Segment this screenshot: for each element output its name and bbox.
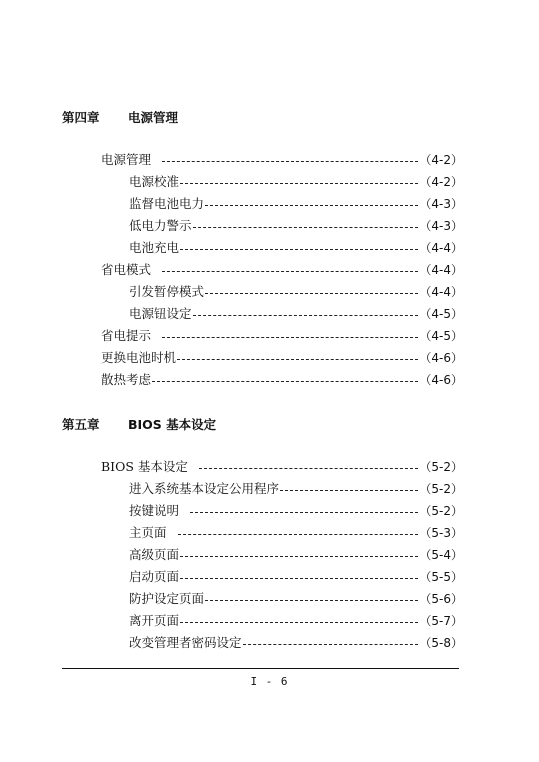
toc-entry-page: （5-4） — [419, 548, 463, 562]
toc-entry-power-saving-tips[interactable] — [101, 325, 463, 347]
dot-leader — [178, 534, 419, 535]
toc-entry-label: 启动页面 — [129, 569, 180, 584]
toc-entry-label: 更换电池时机 — [101, 350, 177, 365]
footer-page-number: I - 6 — [250, 675, 289, 688]
dot-leader — [180, 578, 418, 579]
toc-entry-battery-replacement[interactable] — [101, 347, 463, 369]
toc-entry-boot-page[interactable] — [129, 566, 463, 588]
dot-leader — [180, 622, 418, 623]
toc-entry-main-page[interactable] — [129, 522, 463, 544]
toc-entry-label: 引发暂停模式 — [129, 284, 205, 299]
toc-entry-power-calibration[interactable] — [129, 171, 463, 193]
toc-entry-page: （4-6） — [419, 373, 463, 387]
toc-entry-page: （5-5） — [419, 570, 463, 584]
toc-entry-heat-dissipation[interactable] — [101, 369, 463, 391]
toc-entry-page: （4-3） — [419, 219, 463, 233]
dot-leader — [190, 512, 418, 513]
toc-entry-label: 进入系统基本设定公用程序 — [129, 481, 280, 496]
toc-entry-monitor-battery[interactable] — [129, 193, 463, 215]
toc-entry-label: BIOS 基本设定 — [101, 459, 188, 474]
dot-leader — [243, 644, 419, 645]
toc-entry-page: （4-2） — [419, 153, 463, 167]
chapter-4-number: 第四章 — [62, 110, 100, 125]
toc-entry-page: （4-6） — [419, 351, 463, 365]
footer-divider — [62, 668, 459, 669]
dot-leader — [199, 468, 418, 469]
dot-leader — [205, 293, 418, 294]
toc-entry-key-description[interactable] — [129, 500, 463, 522]
toc-entry-change-supervisor-password[interactable] — [129, 632, 463, 654]
toc-entry-label: 电源校准 — [129, 174, 180, 189]
toc-entry-page: （4-4） — [419, 285, 463, 299]
toc-entry-label: 防护设定页面 — [129, 591, 205, 606]
toc-entry-advanced-page[interactable] — [129, 544, 463, 566]
toc-entry-label: 监督电池电力 — [129, 196, 205, 211]
toc-entry-bios-setup[interactable] — [101, 456, 463, 478]
toc-entry-label: 离开页面 — [129, 613, 180, 628]
dot-leader — [162, 337, 418, 338]
toc-entry-label: 省电模式 — [101, 262, 152, 277]
chapter-5-heading — [62, 417, 217, 433]
dot-leader — [280, 490, 418, 491]
dot-leader — [193, 315, 419, 316]
dot-leader — [205, 205, 418, 206]
toc-entry-page: （4-5） — [419, 307, 463, 321]
toc-entry-enter-setup-utility[interactable] — [129, 478, 463, 500]
toc-entry-label: 电源钮设定 — [129, 306, 192, 321]
toc-entry-label: 省电提示 — [101, 328, 152, 343]
toc-entry-suspend-mode[interactable] — [129, 281, 463, 303]
toc-entry-low-power-warning[interactable] — [129, 215, 463, 237]
toc-entry-power-management[interactable] — [101, 149, 463, 171]
dot-leader — [177, 359, 418, 360]
dot-leader — [180, 249, 418, 250]
dot-leader — [193, 227, 419, 228]
toc-entry-page: （4-5） — [419, 329, 463, 343]
chapter-5-title: BIOS 基本设定 — [128, 417, 217, 432]
toc-entry-label: 主页面 — [129, 525, 167, 540]
toc-entry-page: （5-2） — [419, 482, 463, 496]
toc-entry-page: （5-7） — [419, 614, 463, 628]
dot-leader — [180, 556, 418, 557]
chapter-4-heading — [62, 110, 179, 126]
toc-entry-page: （5-3） — [419, 526, 463, 540]
toc-entry-page: （5-2） — [419, 504, 463, 518]
toc-entry-page: （4-2） — [419, 175, 463, 189]
toc-entry-exit-page[interactable] — [129, 610, 463, 632]
dot-leader — [180, 183, 418, 184]
dot-leader — [152, 381, 418, 382]
toc-entry-page: （4-3） — [419, 197, 463, 211]
toc-entry-label: 按键说明 — [129, 503, 180, 518]
dot-leader — [162, 271, 418, 272]
chapter-4-title: 电源管理 — [128, 110, 179, 125]
toc-entry-label: 电池充电 — [129, 240, 180, 255]
toc-entry-security-page[interactable] — [129, 588, 463, 610]
toc-entry-battery-charging[interactable] — [129, 237, 463, 259]
toc-entry-label: 高级页面 — [129, 547, 180, 562]
toc-entry-page: （5-8） — [419, 636, 463, 650]
toc-entry-label: 电源管理 — [101, 152, 152, 167]
chapter-5-number: 第五章 — [62, 417, 100, 432]
toc-entry-power-saving-mode[interactable] — [101, 259, 463, 281]
toc-entry-page: （4-4） — [419, 241, 463, 255]
toc-entry-label: 改变管理者密码设定 — [129, 635, 242, 650]
toc-entry-label: 散热考虑 — [101, 372, 152, 387]
toc-entry-page: （5-2） — [419, 460, 463, 474]
dot-leader — [205, 600, 418, 601]
toc-entry-page: （4-4） — [419, 263, 463, 277]
toc-entry-power-button-setting[interactable] — [129, 303, 463, 325]
toc-entry-label: 低电力警示 — [129, 218, 192, 233]
toc-entry-page: （5-6） — [419, 592, 463, 606]
dot-leader — [162, 161, 418, 162]
